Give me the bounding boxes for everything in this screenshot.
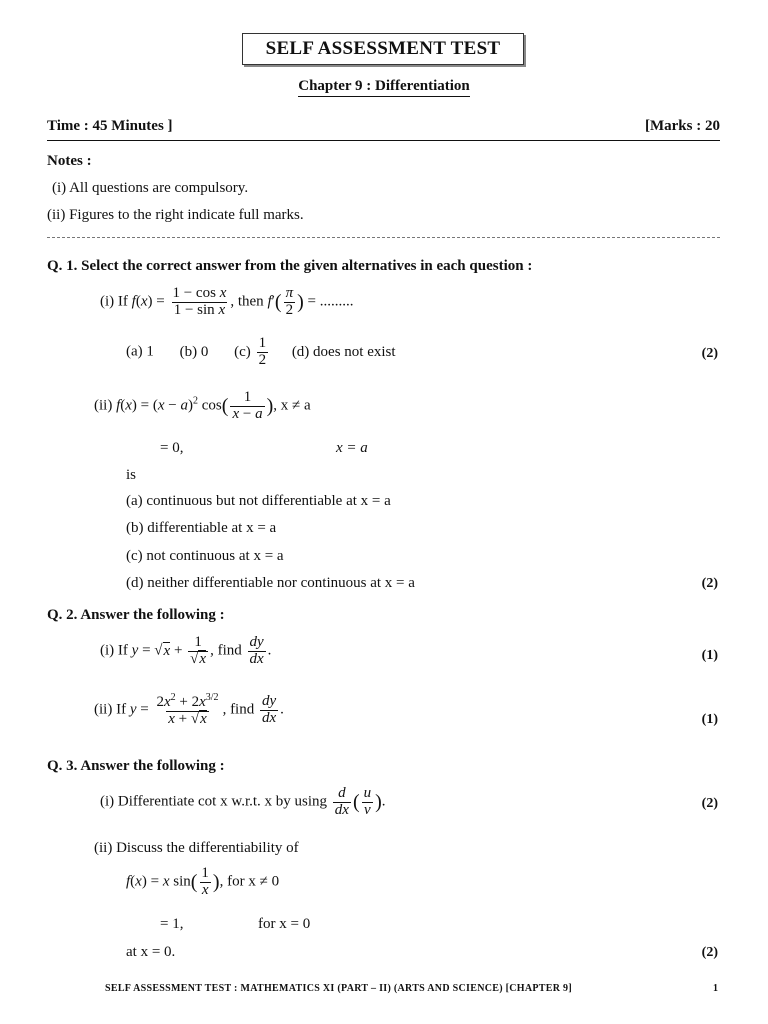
option: (c) not continuous at x = a [126,548,284,564]
marks-label: [Marks : 20 [645,118,720,134]
marks-badge: (2) [701,945,718,960]
q1-ii-prefix: (ii) [94,397,113,414]
chapter-text: Chapter 9 : Differentiation [298,78,470,97]
q2-heading: Q. 2. Answer the following : [47,607,225,623]
q1-i-dots: = ......... [307,293,354,310]
q1-i-options: (a) 1 (b) 0 (c) $\frac{1}{2}$ (d) does not exist [126,335,396,368]
q1-ii-line2: = 0, [160,440,184,456]
notes-heading: Notes : [47,153,92,169]
q3-heading: Q. 3. Answer the following : [47,758,225,774]
math: f [131,293,136,310]
q1-ii-is: is [126,467,137,483]
q3-ii-text: (ii) Discuss the differentiability of [94,840,299,856]
chapter-heading [0,78,768,95]
q3-ii-cond2: for x = 0 [258,916,311,932]
q1-i-prefix: (i) If [100,293,128,310]
q3-i-text: (i) Differentiate cot x w.r.t. x by using [100,793,328,810]
divider [47,237,720,238]
q2-ii-question: (ii) If y = $\frac{2x^2 + 2x^{3/2}}{x + √x}$ , find $\frac{dy}{dx}$ . [94,692,284,727]
option: (c) [234,343,251,360]
marks-badge: (1) [701,712,718,727]
time-label: Time : 45 Minutes ] [47,118,173,134]
option: (b) 0 [179,343,209,360]
page-title: SELF ASSESSMENT TEST [242,33,524,65]
q2-i-prefix: (i) If [100,642,128,659]
q2-i-find: , find [210,642,242,659]
note-item: (i) All questions are compulsory. [52,180,249,196]
marks-badge: (2) [701,346,718,361]
option: (b) differentiable at x = a [126,520,277,536]
math-fraction: $\frac{\text{1 − cos x}}{\text{1 − sin x}}$ [172,285,227,318]
q3-ii-cond1: , for x ≠ 0 [219,873,280,890]
option: (a) continuous but not differentiable at x = a [126,493,391,509]
q3-ii-function: f(x) = x sin( $\frac{1}{x}$ ), for x ≠ 0 [126,865,280,898]
q2-i-question: (i) If y = √x + $\frac{1}{√x}$ , find $\frac{dy}{dx}$ . [100,634,272,667]
marks-badge: (1) [701,648,718,663]
q1-ii-cond2: x = a [336,440,368,456]
time-marks-bar [47,118,720,141]
page-number: 1 [713,983,718,994]
q1-i-question: (i) If f(x) = $\frac{\text{1 − cos x}}{\text{1 − sin x}}$ , then f′( $\frac{\pi}{2}$ ) = ......... [100,285,354,318]
q1-i-mid: , then [230,293,264,310]
q1-ii-question: (ii) $f(x) = (x - a)^2$ cos( $\frac{1}{x - a}$ ), x ≠ a [94,389,311,422]
option: (a) 1 [126,343,154,360]
q3-ii-line2: = 1, [160,916,184,932]
option: (d) neither differentiable nor continuous at x = a [126,575,415,591]
marks-badge: (2) [701,576,718,591]
q1-heading: Q. 1. Select the correct answer from the given alternatives in each question : [47,258,533,274]
q2-ii-prefix: (ii) If [94,701,127,718]
marks-badge: (2) [701,796,718,811]
q2-ii-find: , find [222,701,255,718]
q3-ii-at: at x = 0. [126,944,176,960]
note-item: (ii) Figures to the right indicate full marks. [47,207,304,223]
footer-text: SELF ASSESSMENT TEST : MATHEMATICS XI (PART – II) (ARTS AND SCIENCE) [CHAPTER 9] [105,983,572,994]
option: (d) does not exist [291,343,396,360]
q1-ii-cond1: , x ≠ a [273,397,311,414]
q3-i-question: (i) Differentiate cot x w.r.t. x by using $\frac{d}{dx}$ ( $\frac{u}{v}$ ). [100,785,386,818]
